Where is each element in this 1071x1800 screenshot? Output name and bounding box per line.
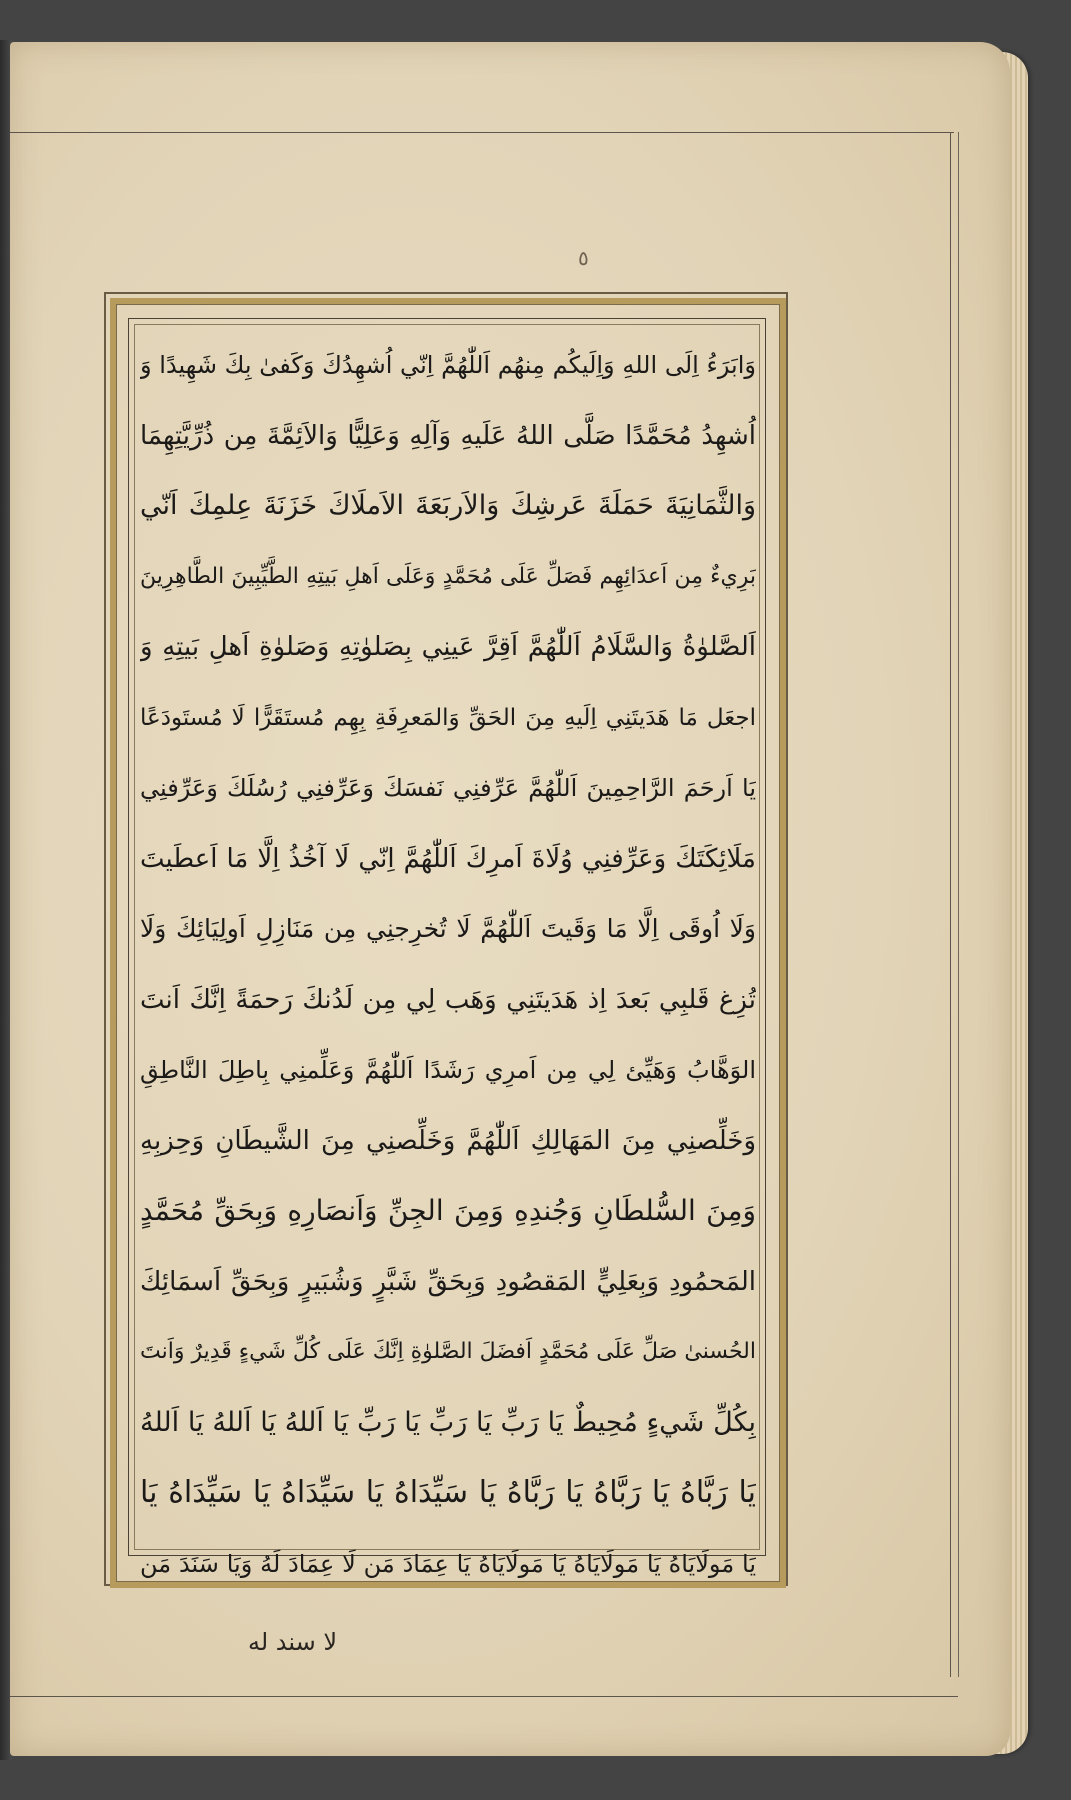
text-line: اُشهِدُ مُحَمَّدًا صَلَّى اللهُ عَلَيهِ وَآلِهِ وَعَلِيًّا وَالاَئِمَّةَ مِن ذُرِّيَّتِهِمَا [140,420,756,451]
text-line: يَا مَولَايَاهُ يَا مَولَايَاهُ يَا مَولَايَاهُ يَا عِمَادَ مَن لَا عِمَادَ لَهُ وَيَا سَنَدَ مَن [140,1549,756,1578]
text-line: وَلَا اُوقَى اِلَّا مَا وَقَيتَ اَللّٰهُمَّ لَا تُخرِجنِي مِن مَنَازِلِ اَولِيَائِكَ وَلَا [140,914,756,943]
text-line: وَمِنَ السُّلطَانِ وَجُندِهِ وَمِنَ الجِنِّ وَاَنصَارِهِ وَبِحَقِّ مُحَمَّدٍ [140,1194,756,1227]
text-line: اجعَل مَا هَدَيتَنِي اِلَيهِ مِنَ الحَقِّ وَالمَعرِفَةِ بِهِم مُستَقَرًّا لَا مُستَودَعًا [140,704,756,731]
text-line: مَلَائِكَتَكَ وَعَرِّفنِي وُلَاةَ اَمرِكَ اَللّٰهُمَّ اِنّي لَا آخُذُ اِلَّا مَا اَعطَيتَ [140,843,756,874]
outer-rule-top [10,132,954,133]
text-line: اَلصَّلوٰةُ وَالسَّلَامُ اَللّٰهُمَّ اَقِرَّ عَينِي بِصَلوٰتِهِ وَصَلوٰةِ اَهلِ بَيتِهِ وَ [140,632,756,662]
catchword: لا سند له [248,1628,338,1656]
text-line: بَرِيءٌ مِن اَعدَائِهِم فَصَلِّ عَلَى مُحَمَّدٍ وَعَلَى اَهلِ بَيتِهِ الطَّيِّبِينَ الطَّاهِرِينَ [140,563,756,589]
text-line: الحُسنىٰ صَلِّ عَلَى مُحَمَّدٍ اَفضَلَ الصَّلوٰةِ اِنَّكَ عَلَى كُلِّ شَيءٍ قَدِيرٌ وَاَنتَ [140,1339,756,1364]
text-line: الوَهَّابُ وَهَيِّئ لِي مِن اَمرِي رَشَدًا اَللّٰهُمَّ وَعَلِّمنِي بِاطِلَ النَّاطِقِ [140,1056,756,1084]
text-line: بِكُلِّ شَيءٍ مُحِيطٌ يَا رَبِّ يَا رَبِّ يَا رَبِّ يَا اَللهُ يَا اَللهُ يَا اَللهُ [140,1406,756,1438]
text-line: تُزِغ قَلبِي بَعدَ اِذ هَدَيتَنِي وَهَب لِي مِن لَدُنكَ رَحمَةً اِنَّكَ اَنتَ [140,984,756,1015]
arabic-text-block [140,330,756,1578]
text-line: وَخَلِّصنِي مِنَ المَهَالِكِ اَللّٰهُمَّ وَخَلِّصنِي مِنَ الشَّيطَانِ وَحِزبِهِ [140,1125,756,1156]
text-line: وَابَرَءُ اِلَى اللهِ وَاِلَيكُم مِنهُم اَللّٰهُمَّ اِنّي اُشهِدُكَ وَكَفىٰ بِكَ شَهِيدًا وَ [140,351,756,379]
outer-rule-bottom [10,1696,958,1697]
outer-rule-right [950,132,951,1677]
text-line: يَا رَبَّاهُ يَا رَبَّاهُ يَا رَبَّاهُ يَا سَيِّدَاهُ يَا سَيِّدَاهُ يَا سَيِّدَاهُ يَا [140,1475,756,1510]
folio-mark: ٥ [578,246,589,270]
text-line: وَالثَّمَانِيَةَ حَمَلَةَ عَرشِكَ وَالاَربَعَةَ الاَملَاكَ خَزَنَةَ عِلمِكَ اَنّي [140,490,756,521]
text-line: المَحمُودِ وَبِعَلِيٍّ المَقصُودِ وَبِحَقِّ شَبَّرٍ وَشُبَيرٍ وَبِحَقِّ اَسمَائِكَ [140,1266,756,1297]
text-line: يَا اَرحَمَ الرَّاحِمِينَ اَللّٰهُمَّ عَرِّفنِي نَفسَكَ وَعَرِّفنِي رُسُلَكَ وَعَرِّفنِي [140,774,756,802]
outer-rule-right-inner [958,132,959,1677]
